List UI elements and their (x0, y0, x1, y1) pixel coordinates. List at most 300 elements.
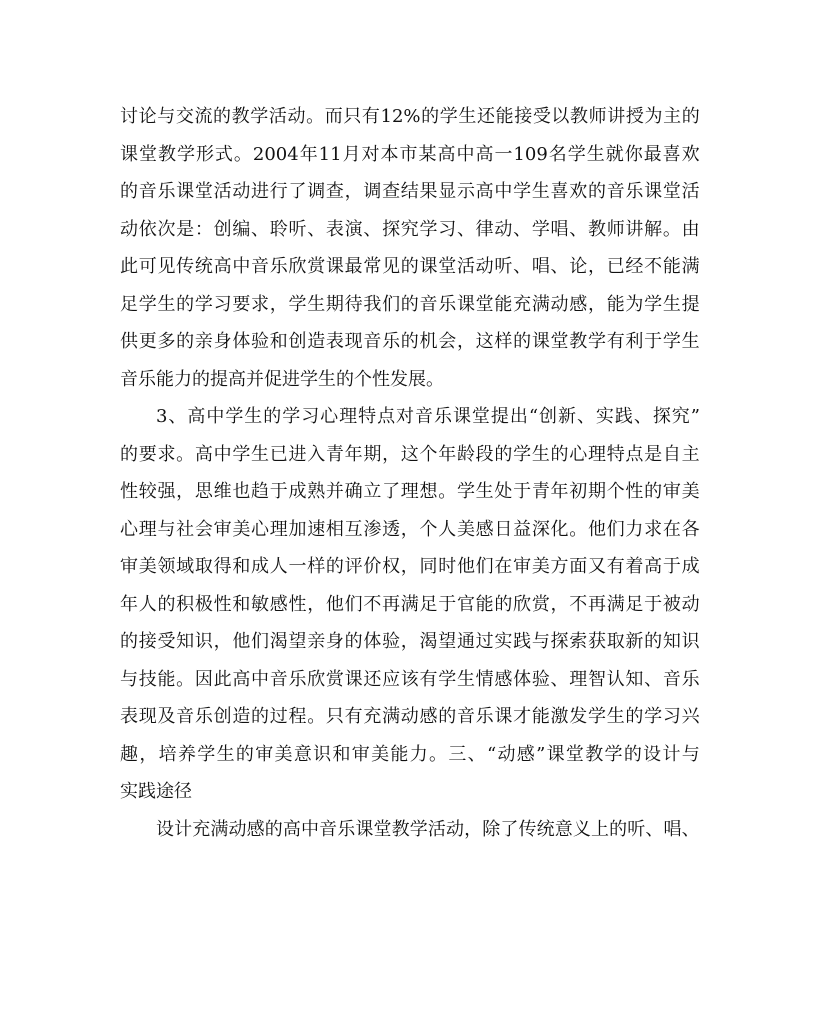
text-glyph: 兴 (681, 706, 700, 727)
text-glyph: 供 (120, 331, 138, 352)
text-glyph: 的 (438, 706, 457, 727)
text-glyph: 感 (569, 293, 588, 315)
text-glyph: 青 (325, 443, 344, 465)
text-glyph: 创 (213, 218, 232, 240)
text-glyph: 敏 (251, 593, 270, 615)
text-glyph: 唱 (531, 256, 550, 277)
text-glyph: 、 (644, 668, 663, 690)
text-glyph: 教 (570, 106, 589, 127)
text-glyph: 于 (269, 481, 288, 502)
text-glyph: 与 (531, 631, 550, 652)
text-glyph: 足 (625, 593, 644, 615)
text-glyph: 式 (214, 143, 233, 165)
text-glyph: 验 (251, 331, 270, 352)
text-glyph: 音 (419, 293, 438, 315)
text-glyph: 教 (391, 818, 410, 840)
text-glyph: 满 (382, 706, 401, 727)
text-glyph: 现 (138, 706, 157, 727)
text-glyph: 面 (569, 556, 588, 577)
text-glyph: 欣 (288, 256, 307, 277)
text-glyph: 龄 (456, 443, 475, 465)
text-glyph: 过 (269, 706, 288, 727)
text-glyph: 个 (419, 443, 438, 465)
text-glyph: 年 (344, 443, 363, 465)
text-glyph: 意 (293, 743, 312, 765)
text-line-paragraph-start (120, 398, 700, 436)
text-glyph: 望 (438, 631, 457, 652)
text-glyph: 听 (494, 256, 513, 277)
text-glyph: 个 (606, 481, 625, 502)
text-glyph: 主 (681, 443, 700, 465)
text-glyph: 养 (177, 743, 196, 765)
text-glyph: 聆 (269, 218, 288, 240)
text-glyph: 生 (586, 143, 605, 165)
text-glyph: 探 (652, 406, 671, 427)
text-glyph: 示 (456, 181, 475, 202)
text-glyph: 生 (681, 331, 700, 352)
text-glyph: 的 (400, 293, 419, 315)
text-glyph: 的 (681, 106, 700, 127)
text-glyph: 探 (550, 631, 569, 652)
text-glyph: 生 (157, 293, 176, 315)
text-glyph: 审 (255, 743, 274, 765)
text-glyph: 审 (351, 743, 370, 765)
text-glyph: 高 (644, 556, 663, 577)
text-line (120, 98, 700, 136)
text-line-paragraph-end: 实践途径 (120, 781, 192, 802)
text-glyph: 们 (606, 518, 625, 540)
text-glyph: 设 (643, 743, 662, 765)
text-glyph: 听 (627, 818, 646, 840)
text-glyph: 学 (438, 668, 457, 690)
text-glyph: 生 (307, 293, 326, 315)
text-glyph: 过 (475, 631, 494, 652)
text-glyph: 音 (269, 668, 288, 690)
text-glyph: 的 (176, 293, 195, 315)
text-glyph: 满 (531, 293, 550, 315)
text-glyph: 表 (325, 218, 344, 240)
text-glyph: 域 (176, 556, 195, 577)
text-glyph: 现 (344, 331, 363, 352)
text-glyph: 某 (418, 143, 437, 165)
text-glyph: 知 (662, 631, 681, 652)
text-glyph: 生 (606, 706, 625, 727)
text-glyph: 生 (662, 293, 681, 315)
text-glyph: 体 (232, 331, 251, 352)
text-glyph: 乐 (625, 181, 644, 202)
text-glyph: 我 (363, 293, 382, 315)
text-glyph: 讲 (607, 106, 626, 127)
text-glyph: 创 (539, 406, 557, 427)
text-glyph: 践 (614, 406, 633, 427)
text-glyph: “ (528, 406, 539, 427)
text-glyph: 利 (625, 331, 644, 352)
text-glyph: 讲 (625, 218, 644, 240)
text-glyph: 们 (382, 293, 401, 315)
text-glyph: 索 (569, 631, 588, 652)
text-glyph: 们 (344, 593, 363, 615)
text-glyph: 的 (264, 818, 283, 840)
text-glyph: ， (400, 631, 419, 652)
text-glyph: 为 (625, 293, 644, 315)
text-glyph: 、 (633, 406, 652, 427)
text-glyph: 实 (494, 631, 513, 652)
text-glyph: 乐 (194, 706, 213, 727)
text-line (120, 661, 700, 699)
text-glyph: 体 (513, 668, 532, 690)
text-glyph: 评 (344, 556, 363, 577)
text-glyph: 习 (301, 406, 320, 427)
text-glyph: 发 (569, 706, 588, 727)
text-line (120, 323, 700, 361)
text-glyph: 渴 (269, 631, 288, 652)
text-glyph: 各 (681, 518, 700, 540)
text-glyph: 心 (320, 406, 339, 427)
text-glyph: 要 (138, 443, 157, 465)
text-glyph: 他 (456, 556, 475, 577)
text-glyph: 三 (448, 743, 467, 765)
text-glyph: 堂 (471, 406, 490, 427)
text-glyph: 的 (644, 481, 663, 502)
text-glyph: 个 (419, 518, 438, 540)
text-glyph: 课 (344, 668, 363, 690)
text-line (120, 473, 700, 511)
text-glyph: 查 (382, 181, 401, 202)
text-line (120, 623, 700, 661)
text-glyph: 验 (382, 631, 401, 652)
text-glyph: 课 (452, 406, 471, 427)
text-glyph: 乐 (433, 406, 452, 427)
text-glyph: 一 (288, 556, 307, 577)
text-glyph: 进 (251, 181, 270, 202)
text-glyph: 动 (232, 181, 251, 202)
text-glyph: ” (536, 743, 546, 765)
text-glyph: 的 (623, 743, 642, 765)
text-glyph: 调 (307, 181, 326, 202)
text-glyph: 已 (269, 443, 288, 465)
text-glyph: 青 (531, 481, 550, 502)
text-glyph: 中 (213, 443, 232, 465)
text-glyph: 为 (644, 106, 663, 127)
text-glyph: 学 (194, 293, 213, 315)
text-glyph: 足 (419, 593, 438, 615)
text-glyph: 解 (644, 218, 663, 240)
text-glyph: 期 (587, 481, 606, 502)
text-glyph: 立 (363, 481, 382, 502)
text-glyph: 音 (415, 406, 434, 427)
text-glyph: 音 (363, 331, 382, 352)
text-glyph: 。 (569, 518, 588, 540)
text-glyph: 显 (438, 181, 457, 202)
text-glyph: 识 (681, 631, 700, 652)
text-line-paragraph-start (120, 811, 700, 849)
text-glyph: 课 (546, 743, 565, 765)
text-glyph: 性 (213, 593, 232, 615)
text-glyph: 学 (531, 218, 550, 240)
text-glyph: 最 (344, 256, 363, 277)
text-glyph: 足 (120, 293, 138, 315)
text-glyph: 日 (494, 518, 513, 540)
text-glyph: 的 (263, 406, 282, 427)
text-glyph: 师 (606, 218, 625, 240)
text-glyph: ， (176, 481, 195, 502)
text-glyph: 求 (157, 443, 176, 465)
text-glyph: 、 (251, 218, 270, 240)
text-glyph: 见 (157, 256, 176, 277)
text-glyph: 速 (307, 518, 326, 540)
text-glyph: 充 (192, 818, 211, 840)
text-glyph: 智 (587, 668, 606, 690)
text-glyph: 乐 (382, 331, 401, 352)
text-glyph: 能 (157, 668, 176, 690)
text-glyph: 了 (500, 818, 519, 840)
text-glyph: 乐 (475, 706, 494, 727)
text-glyph: 们 (251, 631, 270, 652)
text-glyph: 望 (288, 631, 307, 652)
text-glyph: 查 (325, 181, 344, 202)
text-glyph: 调 (363, 181, 382, 202)
text-glyph: 堂 (438, 256, 457, 277)
text-glyph: 点 (377, 406, 396, 427)
text-glyph: 识 (194, 631, 213, 652)
text-glyph: 创 (213, 706, 232, 727)
text-glyph: 处 (494, 481, 513, 502)
text-glyph: 取 (606, 631, 625, 652)
body-text (120, 98, 700, 848)
text-glyph: 的 (157, 593, 176, 615)
text-glyph: 传 (518, 818, 537, 840)
text-glyph: 年 (438, 443, 457, 465)
text-glyph: 对 (396, 406, 415, 427)
text-glyph: 美 (138, 556, 157, 577)
text-glyph: 新 (625, 631, 644, 652)
text-glyph: 的 (120, 181, 138, 202)
text-glyph: 还 (363, 668, 382, 690)
text-glyph: 究 (671, 406, 690, 427)
text-glyph: 心 (569, 443, 588, 465)
text-glyph: 由 (681, 218, 700, 240)
text-glyph: 讨 (120, 106, 138, 127)
text-glyph: 段 (475, 443, 494, 465)
text-glyph: 求 (644, 518, 663, 540)
text-glyph: 有 (361, 106, 380, 127)
text-glyph: “ (486, 743, 497, 765)
text-glyph: 能 (390, 743, 409, 765)
text-glyph: 高 (213, 256, 232, 277)
text-glyph: 乐 (438, 293, 457, 315)
text-glyph: 2004 (252, 143, 299, 165)
text-glyph: 满 (210, 818, 229, 840)
text-glyph: 亲 (194, 331, 213, 352)
text-glyph: 、 (645, 818, 664, 840)
text-glyph: 他 (587, 518, 606, 540)
text-glyph: 并 (325, 481, 344, 502)
text-glyph: 、 (576, 406, 595, 427)
text-glyph: 动 (400, 706, 419, 727)
text-glyph: 被 (662, 593, 681, 615)
text-glyph: 样 (494, 331, 513, 352)
text-glyph: 课 (419, 256, 438, 277)
text-glyph: 学 (644, 706, 663, 727)
text-glyph: 性 (120, 481, 138, 502)
text-glyph: 培 (158, 743, 177, 765)
text-glyph: 你 (624, 143, 643, 165)
text-glyph: 课 (456, 293, 475, 315)
text-glyph: 月 (342, 143, 361, 165)
text-glyph: 应 (382, 668, 401, 690)
text-glyph: 教 (569, 331, 588, 352)
text-glyph: 、 (168, 406, 187, 427)
text-glyph: 人 (138, 593, 157, 615)
text-glyph: 于 (513, 481, 532, 502)
text-glyph: 样 (307, 556, 326, 577)
text-glyph: 教 (231, 106, 250, 127)
text-glyph: 这 (475, 331, 494, 352)
text-glyph: ， (550, 593, 569, 615)
text-glyph: 名 (548, 143, 567, 165)
text-glyph: 成 (251, 556, 270, 577)
text-glyph: 极 (194, 593, 213, 615)
text-glyph: 于 (662, 556, 681, 577)
text-glyph: 感 (475, 518, 494, 540)
text-glyph: 主 (663, 106, 682, 127)
text-line (120, 248, 700, 286)
text-glyph: 高 (194, 443, 213, 465)
text-glyph: 入 (307, 443, 326, 465)
text-glyph: 通 (456, 631, 475, 652)
text-glyph: 动 (475, 256, 494, 277)
text-glyph: 有 (606, 556, 625, 577)
text-glyph: 益 (513, 518, 532, 540)
text-glyph: 学 (567, 143, 586, 165)
text-glyph: 了 (288, 181, 307, 202)
text-glyph: 性 (625, 481, 644, 502)
text-glyph: 3 (156, 406, 168, 427)
text-line (120, 511, 700, 549)
text-glyph: 学 (176, 143, 195, 165)
text-glyph: 审 (213, 518, 232, 540)
text-glyph: 学 (513, 443, 532, 465)
text-glyph: 以 (551, 106, 570, 127)
text-glyph: 听 (288, 218, 307, 240)
text-glyph: 论 (569, 256, 588, 277)
text-glyph: 于 (438, 593, 457, 615)
text-glyph: 社 (176, 518, 195, 540)
text-glyph: 的 (513, 331, 532, 352)
text-glyph: 认 (606, 668, 625, 690)
text-glyph: 动 (494, 218, 513, 240)
text-glyph: 点 (625, 443, 644, 465)
text-glyph: 、 (456, 218, 475, 240)
text-glyph: 和 (269, 331, 288, 352)
text-glyph: 的 (344, 631, 363, 652)
text-glyph: 计 (174, 818, 193, 840)
text-glyph: 相 (325, 518, 344, 540)
text-glyph: 堂 (565, 743, 584, 765)
text-glyph: ， (587, 256, 606, 277)
text-glyph: 高 (475, 181, 494, 202)
text-glyph: 的 (609, 818, 628, 840)
text-glyph: 的 (644, 631, 663, 652)
text-glyph: 能 (495, 106, 514, 127)
text-glyph: 们 (475, 556, 494, 577)
text-glyph: 音 (251, 256, 270, 277)
text-glyph: 进 (288, 443, 307, 465)
text-glyph: 学 (197, 743, 216, 765)
text-glyph: 方 (550, 556, 569, 577)
text-glyph: 的 (176, 331, 195, 352)
text-glyph: 和 (232, 593, 251, 615)
text-glyph: 学 (644, 293, 663, 315)
text-glyph: 音 (319, 818, 338, 840)
text-glyph: 学 (232, 443, 251, 465)
text-glyph: 渴 (419, 631, 438, 652)
text-glyph: 美 (274, 743, 293, 765)
text-line (120, 436, 700, 474)
text-glyph: 美 (531, 556, 550, 577)
text-glyph: 律 (475, 218, 494, 240)
text-glyph: 活 (427, 818, 446, 840)
text-glyph: 课 (355, 818, 374, 840)
text-glyph: 自 (662, 443, 681, 465)
text-glyph: 授 (625, 106, 644, 127)
text-glyph: 统 (194, 256, 213, 277)
text-glyph: 知 (176, 631, 195, 652)
text-glyph: 求 (251, 293, 270, 315)
text-glyph: 力 (409, 743, 428, 765)
text-glyph: 交 (175, 106, 194, 127)
text-glyph: 加 (288, 518, 307, 540)
text-glyph: 理 (339, 406, 358, 427)
text-glyph: 高 (437, 143, 456, 165)
text-glyph: 理 (138, 518, 157, 540)
text-glyph: ， (269, 293, 288, 315)
text-glyph: 。 (233, 143, 252, 165)
text-glyph: 常 (363, 256, 382, 277)
text-glyph: 喜 (550, 181, 569, 202)
text-glyph: 在 (662, 518, 681, 540)
text-line (120, 136, 700, 174)
text-glyph: 、 (681, 818, 700, 840)
text-glyph: 美 (371, 743, 390, 765)
text-glyph: 市 (399, 143, 418, 165)
text-glyph: 、 (569, 218, 588, 240)
text-glyph: 激 (550, 706, 569, 727)
text-glyph: 乐 (269, 256, 288, 277)
text-glyph: 美 (456, 518, 475, 540)
text-glyph: 次 (157, 218, 176, 240)
text-glyph: 满 (681, 256, 700, 277)
text-glyph: 、 (307, 218, 326, 240)
text-glyph: 是 (644, 443, 663, 465)
text-glyph: 提 (681, 293, 700, 315)
text-glyph: 心 (120, 518, 138, 540)
text-glyph: 音 (176, 706, 195, 727)
text-glyph: 堂 (662, 181, 681, 202)
text-glyph: 身 (213, 331, 232, 352)
text-glyph: 价 (363, 556, 382, 577)
text-glyph: 强 (157, 481, 176, 502)
text-glyph: ， (400, 518, 419, 540)
text-glyph: 接 (514, 106, 533, 127)
text-glyph: ” (690, 406, 700, 427)
text-glyph: 审 (662, 481, 681, 502)
text-glyph: 的 (421, 106, 440, 127)
text-glyph: 结 (400, 181, 419, 202)
text-glyph: 习 (213, 293, 232, 315)
text-line (120, 286, 700, 324)
text-glyph: 出 (509, 406, 528, 427)
